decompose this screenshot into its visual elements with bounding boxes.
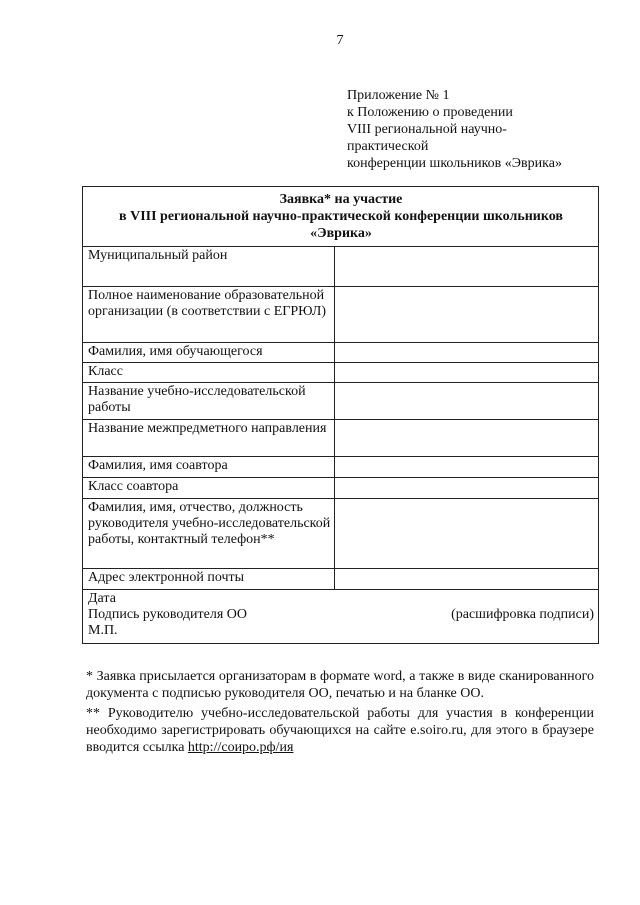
form-heading-line: в VIII региональной научно-практической конференции школьников — [119, 209, 563, 224]
registration-link[interactable]: http://соиро.рф/ия — [187, 740, 294, 755]
signature-decoding-label: (расшифровка подписи) — [451, 607, 594, 622]
footnote-application-format: * Заявка присылается организаторам в формате word, а также в виде сканированного документа с подписью руководителя ОО, печатью и на бланке ОО. — [86, 669, 594, 701]
stamp-label: М.П. — [88, 623, 118, 638]
form-heading-row — [83, 187, 599, 247]
appendix-line: конференции школьников «Эврика» — [347, 156, 562, 171]
signature-cell — [83, 590, 599, 644]
form-row-value[interactable] — [335, 383, 599, 420]
form-row-email — [83, 569, 599, 590]
form-row-value[interactable] — [335, 420, 599, 457]
form-row-grade — [83, 363, 599, 383]
footnotes — [86, 668, 594, 759]
form-row-label: Фамилия, имя обучающегося — [83, 343, 335, 363]
form-row-value[interactable] — [335, 343, 599, 363]
form-row-value[interactable] — [335, 247, 599, 287]
form-row-organization-name — [83, 287, 599, 343]
date-label: Дата — [88, 591, 116, 606]
appendix-line: к Положению о проведении — [347, 105, 513, 120]
form-row-label: Класс соавтора — [83, 478, 335, 499]
form-row-label: Полное наименование образовательной организации (в соответствии с ЕГРЮЛ) — [83, 287, 335, 343]
form-row-label: Название учебно-исследовательской работы — [83, 383, 335, 420]
form-row-municipal-district — [83, 247, 599, 287]
page-number: 7 — [336, 33, 344, 48]
form-row-interdisciplinary-direction — [83, 420, 599, 457]
form-row-label: Класс — [83, 363, 335, 383]
form-signature-row — [83, 590, 599, 644]
form-row-label: Фамилия, имя соавтора — [83, 457, 335, 478]
form-row-label: Адрес электронной почты — [83, 569, 335, 590]
form-row-research-title — [83, 383, 599, 420]
form-row-label: Фамилия, имя, отчество, должность руководителя учебно-исследовательской работы, контактный телефон** — [83, 499, 335, 569]
application-form-table — [82, 186, 599, 644]
appendix-line: практической — [347, 139, 429, 154]
form-row-coauthor-grade — [83, 478, 599, 499]
form-row-coauthor-name — [83, 457, 599, 478]
footnote-registration-text: ** Руководителю учебно-исследовательской работы для участия в конференции необходимо зарегистрировать обучающихся на сайте e.soiro.ru, для этого в браузере вводится ссылка — [86, 706, 594, 755]
form-heading — [83, 187, 599, 247]
form-row-value[interactable] — [335, 363, 599, 383]
footnote-registration — [86, 705, 594, 756]
form-row-value[interactable] — [335, 478, 599, 499]
form-heading-line: Заявка* на участие — [279, 192, 403, 207]
signature-line — [88, 607, 594, 623]
form-row-value[interactable] — [335, 569, 599, 590]
appendix-line: Приложение № 1 — [347, 88, 450, 103]
signature-label: Подпись руководителя ОО — [88, 607, 248, 622]
form-row-student-name — [83, 343, 599, 363]
form-row-label: Название межпредметного направления — [83, 420, 335, 457]
form-row-value[interactable] — [335, 499, 599, 569]
form-row-label: Муниципальный район — [83, 247, 335, 287]
form-row-value[interactable] — [335, 457, 599, 478]
form-row-value[interactable] — [335, 287, 599, 343]
form-heading-line: «Эврика» — [310, 226, 372, 241]
form-row-supervisor — [83, 499, 599, 569]
appendix-header — [347, 87, 562, 172]
appendix-line: VIII региональной научно- — [347, 122, 507, 137]
